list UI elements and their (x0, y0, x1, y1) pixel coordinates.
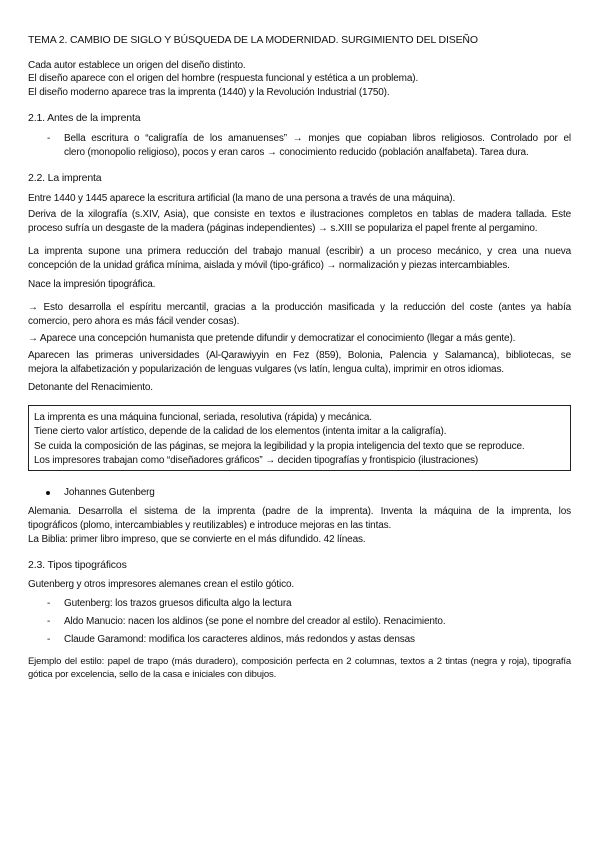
paragraph-line: → Esto desarrolla el espíritu mercantil, gracias a la producción masificada y la reducción del coste (antes ya había (28, 302, 571, 313)
paragraph: Entre 1440 y 1445 aparece la escritura artificial (la mano de una persona a través de una máquina). (28, 193, 456, 204)
list-item-text: Claude Garamond: modifica los caracteres aldinos, más redondos y astas densas (64, 634, 415, 645)
paragraph: → Aparece una concepción humanista que pretende difundir y democratizar el conocimiento (llegar a más gente). (28, 333, 516, 344)
list-item-line: Bella escritura o “caligrafía de los amanuenses” → monjes que copiaban libros religiosos. Controlado por el (64, 133, 571, 144)
section-heading-2-1: 2.1. Antes de la imprenta (28, 112, 141, 124)
list-item (28, 634, 571, 646)
intro-line: El diseño aparece con el origen del hombre (respuesta funcional y estética a un problema). (28, 73, 419, 84)
paragraph-line: comercio, pero ahora es más fácil vender cosas). (28, 316, 240, 327)
paragraph-line: mejora la alfabetización y popularización de lenguas vulgares (vs latín, lengua culta), imprimir en otros idiomas. (28, 364, 504, 375)
paragraph-line: Deriva de la xilografía (s.XIV, Asia), que consiste en textos e ilustraciones completos en tablas de madera tallada. Este (28, 209, 571, 220)
document-title: TEMA 2. CAMBIO DE SIGLO Y BÚSQUEDA DE LA MODERNIDAD. SURGIMIENTO DEL DISEÑO (28, 34, 478, 46)
intro-line: El diseño moderno aparece tras la imprenta (1440) y la Revolución Industrial (1750). (28, 87, 390, 98)
box-line: La imprenta es una máquina funcional, seriada, resolutiva (rápida) y mecánica. (34, 412, 372, 423)
box-line: Se cuida la composición de las páginas, se mejora la legibilidad y la propia inteligencia del texto que se reproduce. (34, 441, 525, 452)
list-item (28, 133, 571, 159)
box-line: Los impresores trabajan como “diseñadores gráficos” → deciden tipografías y frontispicio (ilustraciones) (34, 455, 479, 466)
paragraph-line: Alemania. Desarrolla el sistema de la imprenta (padre de la imprenta). Inventa la máquina de la imprenta, los (28, 506, 571, 517)
paragraph-line: concepción de la unidad gráfica mínima, aislada y móvil (tipo-gráfico) → normalización y piezas intercambiables. (28, 260, 510, 271)
dash-marker: - (47, 616, 51, 627)
paragraph: Detonante del Renacimiento. (28, 382, 153, 393)
dash-marker: - (47, 634, 51, 645)
paragraph-line: gótica por excelencia, sello de la casa e iniciales con dibujos. (28, 669, 277, 680)
paragraph-line: Ejemplo del estilo: papel de trapo (más duradero), composición perfecta en 2 columnas, textos a 2 tintas (negra y roja), tipografía (28, 656, 571, 667)
paragraph-line: tipográficos (plomo, intercambiables y reutilizables) e introduce mejoras en las tintas. (28, 520, 392, 531)
list-item-text: Gutenberg: los trazos gruesos dificulta algo la lectura (64, 598, 292, 609)
paragraph: Gutenberg y otros impresores alemanes crean el estilo gótico. (28, 579, 294, 590)
summary-box (28, 405, 571, 471)
bullet-item: Johannes Gutenberg (64, 487, 155, 498)
paragraph-line: Aparecen las primeras universidades (Al-Qarawiyyin en Fez (859), Bolonia, Palencia y Salamanca), bibliotecas, se (28, 350, 571, 361)
dash-marker: - (47, 598, 51, 609)
intro-line: Cada autor establece un origen del diseño distinto. (28, 60, 246, 71)
list-item-text: Aldo Manucio: nacen los aldinos (se pone el nombre del creador al estilo). Renacimiento. (64, 616, 446, 627)
paragraph-line: La imprenta supone una primera reducción del trabajo manual (escribir) a un proceso mecánico, y crea una nueva (28, 246, 571, 257)
bullet-list-item (28, 487, 571, 499)
box-line: Tiene cierto valor artístico, depende de la calidad de los elementos (intenta imitar a la caligrafía). (34, 426, 447, 437)
dash-marker: - (47, 133, 51, 144)
paragraph-line: La Biblia: primer libro impreso, que se convierte en el más difundido. 42 líneas. (28, 534, 366, 545)
list-item (28, 598, 571, 610)
paragraph-line: proceso sufría un desgaste de la madera (páginas independientes) → s.XIII se populariza el papel frente al pergamino. (28, 223, 538, 234)
bullet-icon (46, 491, 50, 495)
list-item (28, 616, 571, 628)
paragraph: Nace la impresión tipográfica. (28, 279, 156, 290)
section-heading-2-3: 2.3. Tipos tipográficos (28, 559, 127, 571)
section-heading-2-2: 2.2. La imprenta (28, 172, 102, 184)
list-item-line: clero (monopolio religioso), pocos y eran caros → conocimiento reducido (población analfabeta). Tarea dura. (64, 147, 529, 158)
